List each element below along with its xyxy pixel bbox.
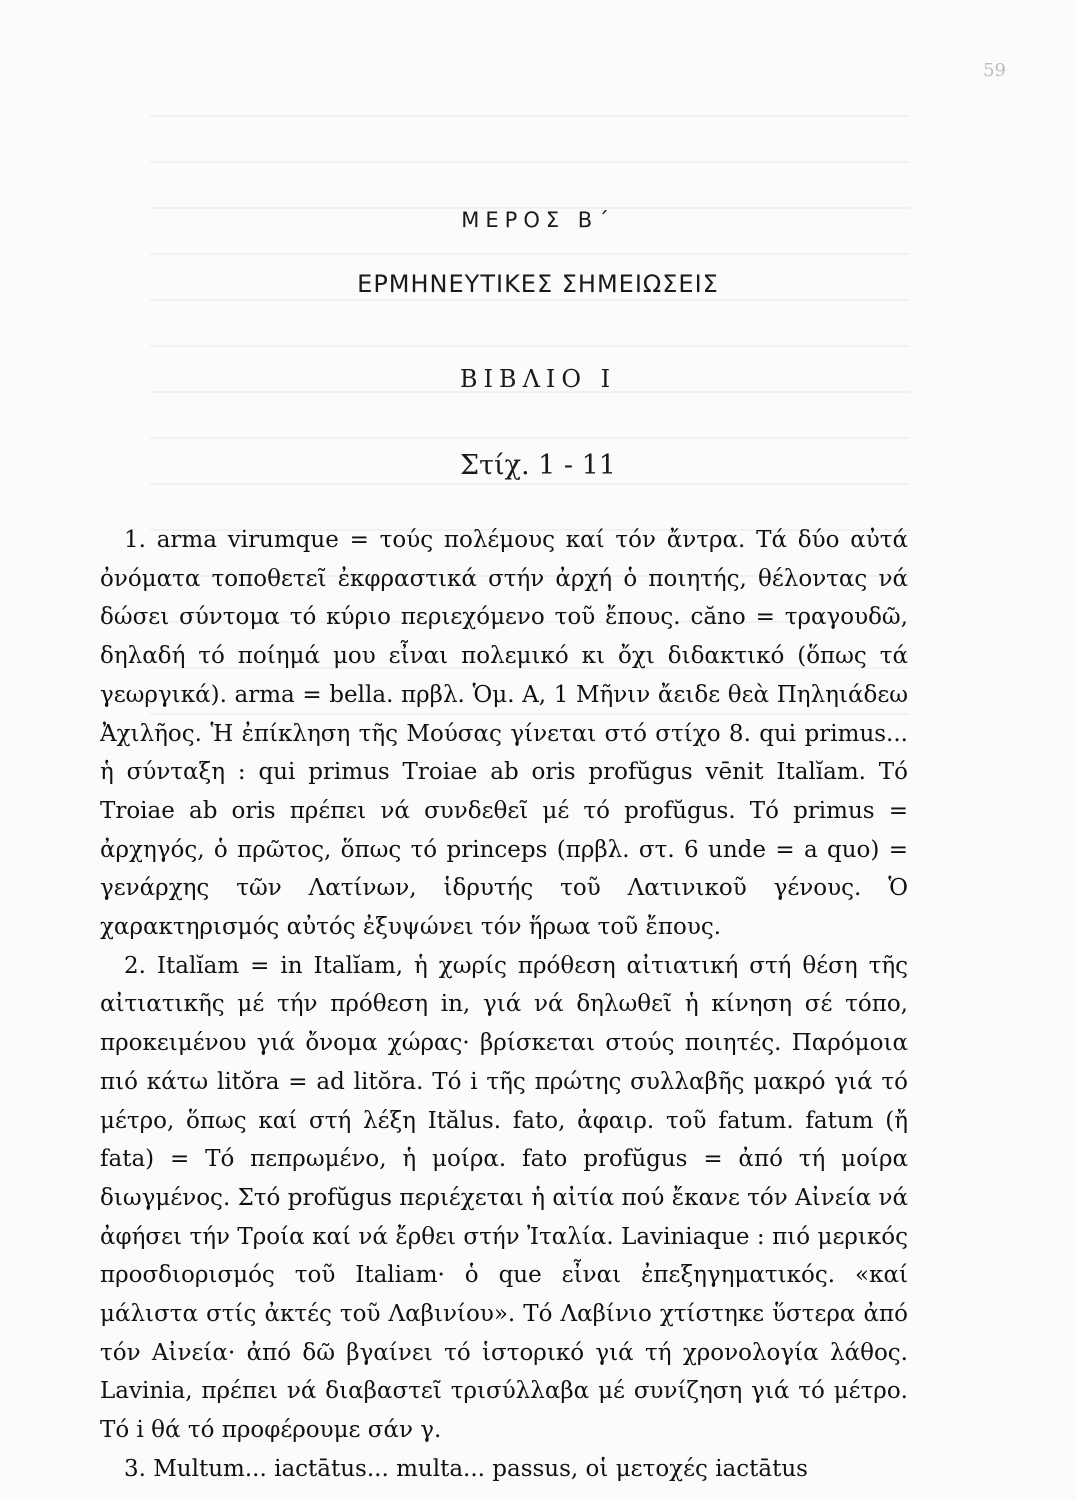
page-number: 59 xyxy=(983,60,1006,81)
part-heading: ΜΕΡΟΣ Β΄ xyxy=(461,208,615,232)
book-heading: ΒΙΒΛΙΟ Ι xyxy=(459,365,617,393)
note-paragraph-2: 2. Italĭam = in Italĭam, ἡ χωρίς πρόθεση αἰτιατική στή θέση τῆς αἰτιατικῆς μέ τήν πρόθεση in, γιά νά δηλωθεῖ ἡ κίνηση σέ τόπο, προκειμένου γιά ὄνομα χώρας· βρίσκεται στούς ποιητές. Παρόμοια πιό κάτω litŏra = ad litŏra. Τό i τῆς πρώτης συλλαβῆς μακρό γιά τό μέτρο, ὅπως καί στή λέξη Itălus. fato, ἀφαιρ. τοῦ fatum. fatum (ἤ fata) = Τό πεπρωμένο, ἡ μοίρα. fato profŭgus = ἀπό τή μοίρα διωγμένος. Στό profŭgus περιέχεται ἡ αἰτία πού ἔκανε τόν Αἰνεία νά ἀφήσει τήν Τροία καί νά ἔρθει στήν Ἰταλία. Laviniaque : πιό μερικός προσδιορισμός τοῦ Italiam· ὁ que εἶναι ἐπεξηγηματικός. «καί μάλιστα στίς ἀκτές τοῦ Λαβινίου». Τό Λαβίνιο χτίστηκε ὕστερα ἀπό τόν Αἰνεία· ἀπό δῶ βγαίνει τό ἱστορικό γιά τή χρονολογία λάθος. Lavinia, πρέπει νά διαβαστεῖ τρισύλλαβα μέ συνίζηση γιά τό μέτρο. Τό i θά τό προφέρουμε σάν γ. xyxy=(100,952,908,1444)
note-paragraph-1: 1. arma virumque = τούς πολέμους καί τόν ἄντρα. Τά δύο αὐτά ὀνόματα τοποθετεῖ ἐκφραστικά στήν ἀρχή ὁ ποιητής, θέλοντας νά δώσει σύντομα τό κύριο περιεχόμενο τοῦ ἔπους. căno = τραγουδῶ, δηλαδή τό ποίημά μου εἶναι πολεμικό κι ὄχι διδακτικό (ὅπως τά γεωργικά). arma = bella. πρβλ. Ὁμ. Α, 1 Μῆνιν ἄειδε θεὰ Πηληιάδεω Ἀχιλῆος. Ἡ ἐπίκληση τῆς Μούσας γίνεται στό στίχο 8. qui primus... ἡ σύνταξη : qui primus Troiae ab oris profŭgus vēnit Italĭam. Τό Troiae ab oris πρέπει νά συνδεθεῖ μέ τό profŭgus. Τό primus = ἀρχηγός, ὁ πρῶτος, ὅπως τό princeps (πρβλ. στ. 6 unde = a quo) = γενάρχης τῶν Λατίνων, ἱδρυτής τοῦ Λατινικοῦ γένους. Ὁ χαρακτηρισμός αὐτός ἐξυψώνει τόν ἥρωα τοῦ ἔπους. xyxy=(100,527,908,941)
notes-title: ΕΡΜΗΝΕΥΤΙΚΕΣ ΣΗΜΕΙΩΣΕΙΣ xyxy=(357,270,719,298)
commentary-body xyxy=(100,521,908,1489)
verse-range: Στίχ. 1 - 11 xyxy=(460,450,616,481)
note-paragraph-3: 3. Multum... iactātus... multa... passus, οἱ μετοχές iactātus xyxy=(124,1455,808,1482)
